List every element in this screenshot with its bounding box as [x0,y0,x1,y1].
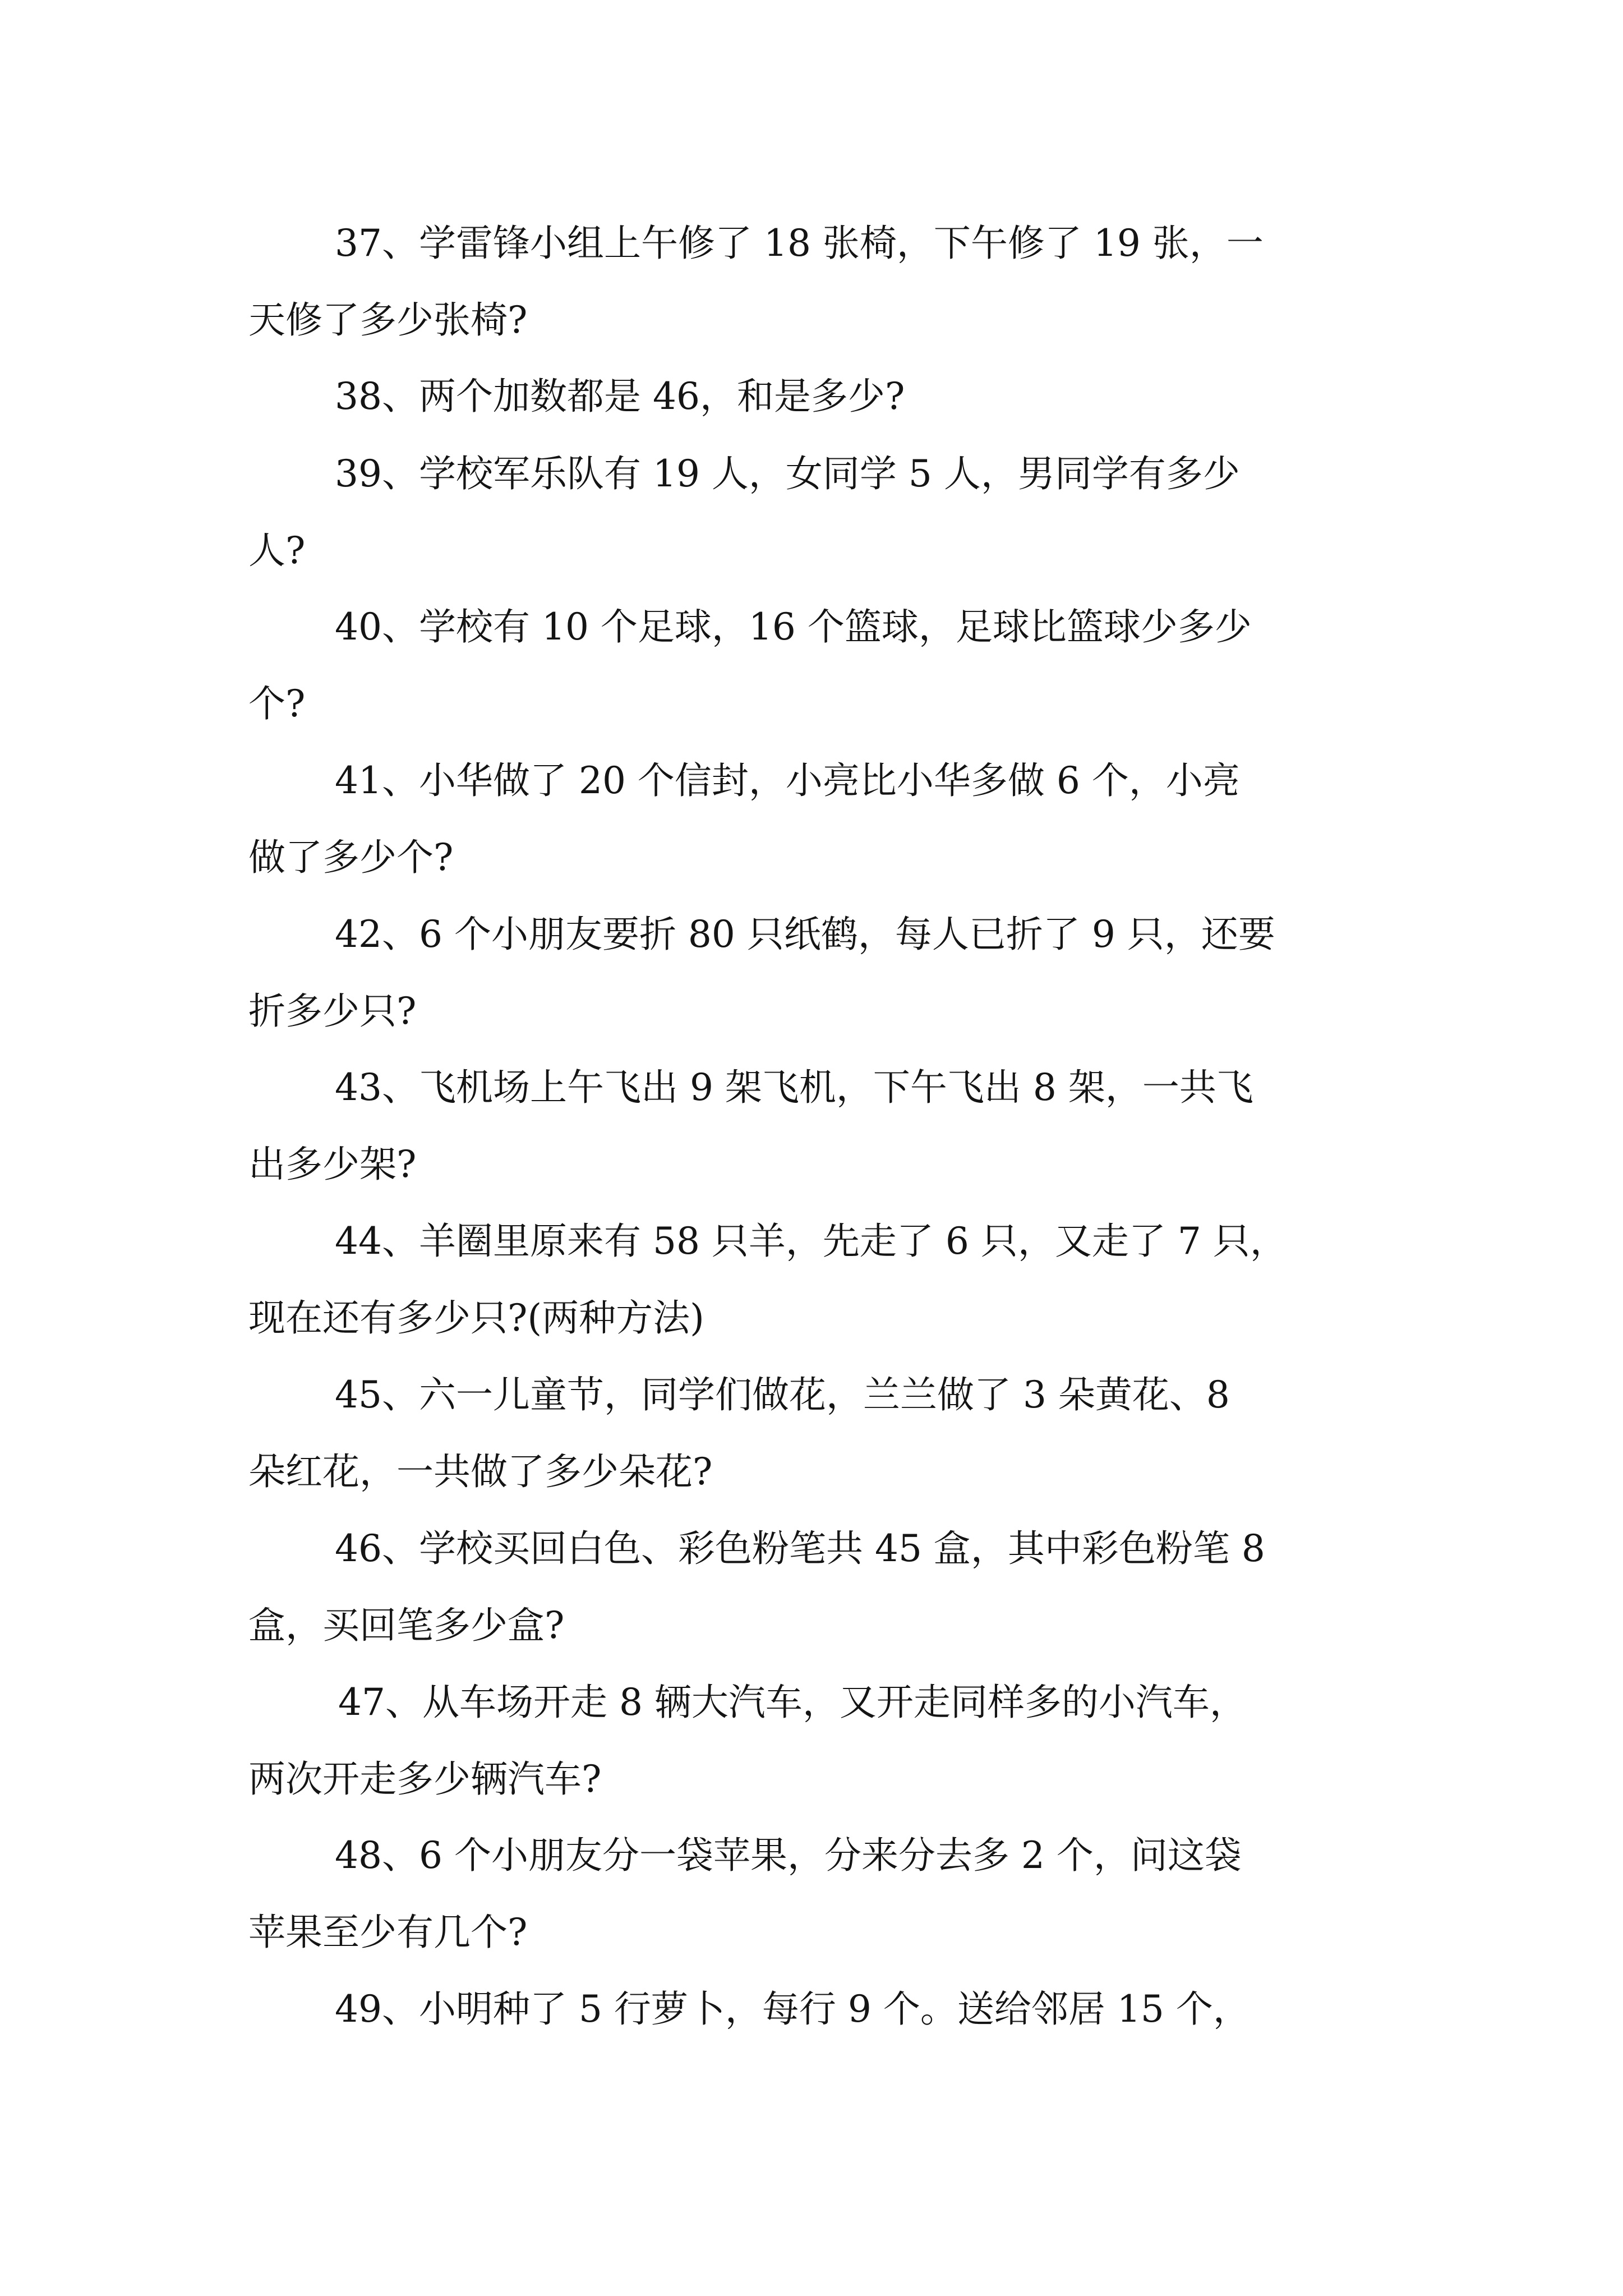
text-line-24: 49、小明种了 5 行萝卜，每行 9 个。送给邻居 15 个， [335,1987,1250,2031]
text-line-9: 做了多少个? [248,836,454,879]
text-line-18: 46、学校买回白色、彩色粉笔共 45 盒，其中彩色粉笔 8 [335,1527,1265,1570]
text-line-7: 个? [248,682,306,725]
text-line-5: 人? [248,529,306,572]
text-line-10: 42、6 个小朋友要折 80 只纸鹤，每人已折了 9 只，还要 [335,913,1275,956]
text-line-13: 出多少架? [248,1143,417,1186]
text-line-21: 两次开走多少辆汽车? [248,1757,602,1801]
text-line-6: 40、学校有 10 个足球，16 个篮球，足球比篮球少多少 [335,605,1252,648]
text-line-4: 39、学校军乐队有 19 人，女同学 5 人，男同学有多少 [335,452,1240,495]
text-line-14: 44、羊圈里原来有 58 只羊，先走了 6 只，又走了 7 只， [335,1220,1287,1263]
text-line-1: 37、学雷锋小组上午修了 18 张椅，下午修了 19 张，一 [335,222,1264,265]
text-line-15: 现在还有多少只?(两种方法) [248,1296,704,1340]
text-line-19: 盒，买回笔多少盒? [248,1604,565,1647]
text-line-11: 折多少只? [248,990,417,1033]
text-line-8: 41、小华做了 20 个信封，小亮比小华多做 6 个，小亮 [335,759,1240,802]
text-line-22: 48、6 个小朋友分一袋苹果，分来分去多 2 个，问这袋 [335,1834,1242,1877]
text-line-2: 天修了多少张椅? [248,298,528,342]
text-line-3: 38、两个加数都是 46，和是多少? [335,375,905,418]
text-line-12: 43、飞机场上午飞出 9 架飞机，下午飞出 8 架，一共飞 [335,1066,1253,1109]
text-line-16: 45、六一儿童节，同学们做花，兰兰做了 3 朵黄花、8 [335,1373,1230,1416]
text-line-17: 朵红花，一共做了多少朵花? [248,1450,713,1493]
text-line-23: 苹果至少有几个? [248,1911,528,1954]
text-line-20: 47、从车场开走 8 辆大汽车，又开走同样多的小汽车， [338,1681,1247,1724]
